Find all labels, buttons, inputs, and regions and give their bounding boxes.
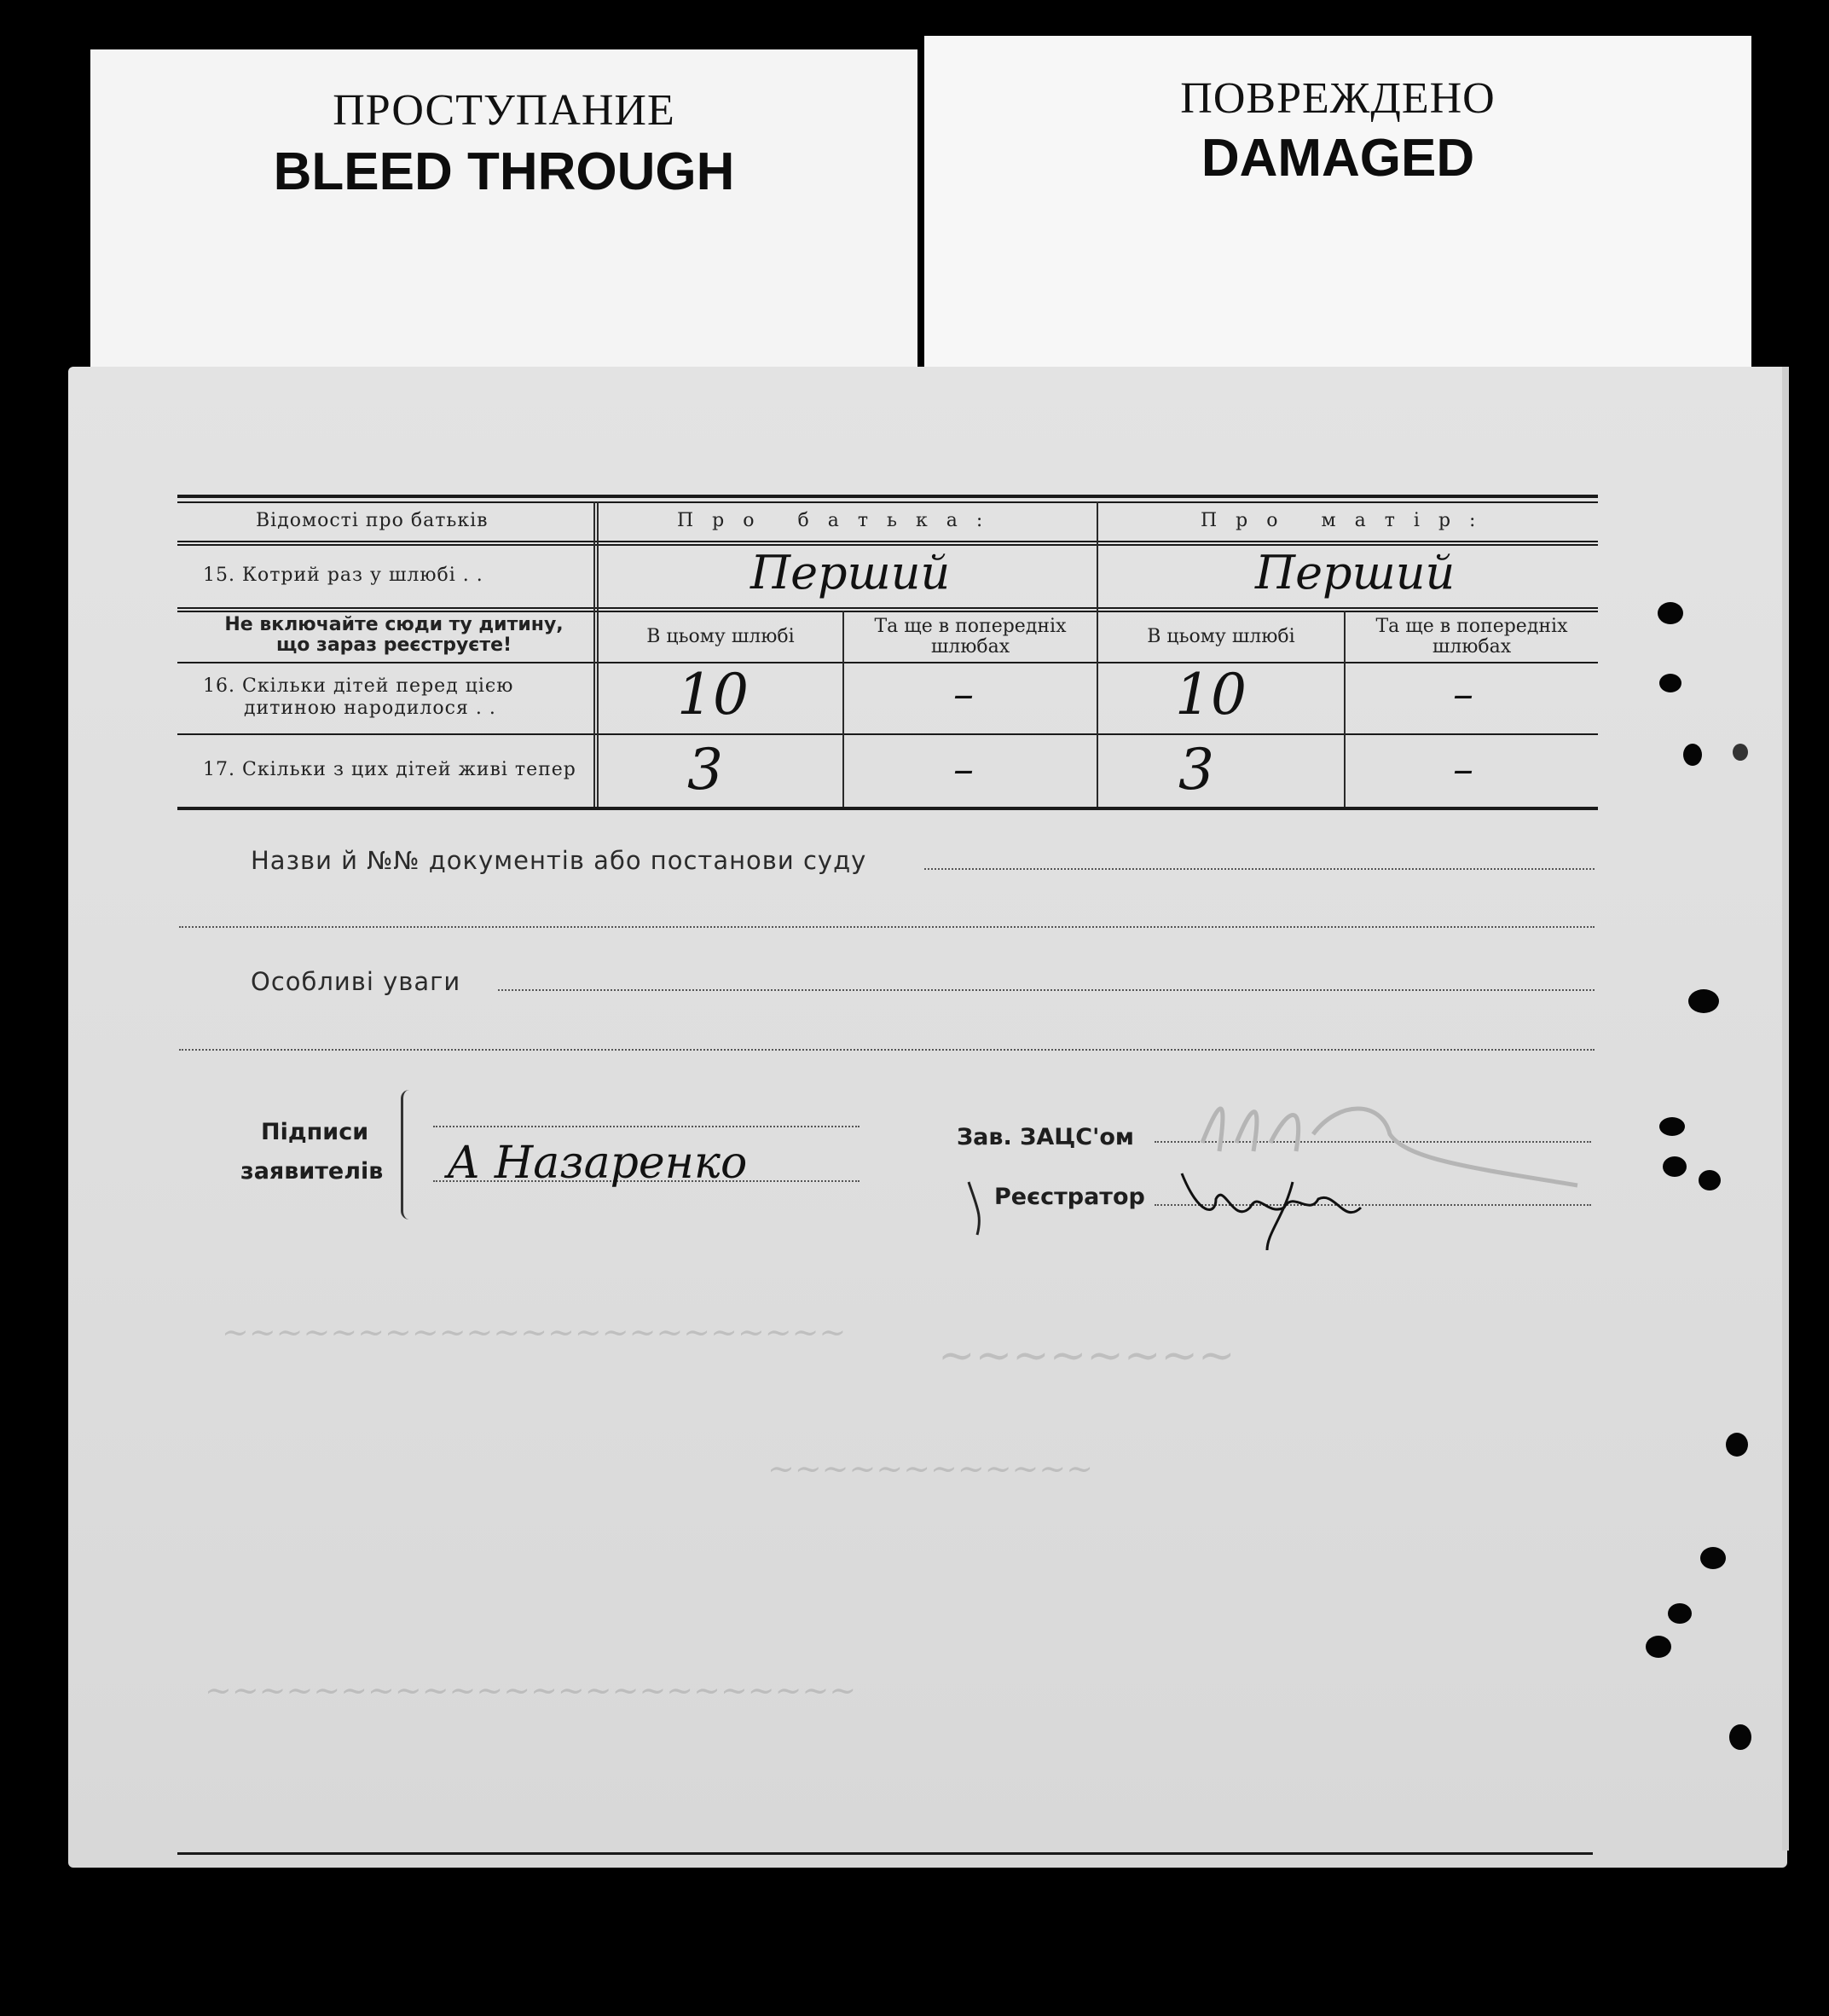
row16-father-prev-value: –: [953, 670, 974, 718]
damage-hole: [1683, 744, 1702, 766]
sheet-edge: [1782, 367, 1789, 1851]
table-col-rule: [593, 501, 595, 807]
table-rule: [177, 611, 1598, 612]
table-col-rule: [1097, 501, 1098, 807]
table-rule: [177, 607, 1598, 609]
table-col-rule: [597, 501, 599, 807]
row17-mother-prev-value: –: [1453, 745, 1473, 793]
signatures-brace: [401, 1090, 420, 1219]
table-rule: [177, 541, 1598, 542]
bleed-through-mark: ~~~~~~~~~~~~~~~~~~~~~~~: [222, 1313, 847, 1351]
row16-mother-this-value: 10: [1175, 662, 1247, 727]
damage-hole: [1646, 1636, 1671, 1658]
head-registry-label: Зав. ЗАЦС'ом: [957, 1124, 1134, 1150]
row17-father-prev-value: –: [953, 745, 974, 793]
row15-mother-value: Перший: [1255, 546, 1456, 600]
mother-prev-marriages-header-line2: шлюбах: [1432, 636, 1512, 658]
registrar-signature: [960, 1156, 1386, 1250]
header-parents-info: Відомості про батьків: [256, 510, 489, 531]
table-rule: [177, 501, 1598, 503]
applicant-signature: А Назаренко: [447, 1138, 748, 1189]
table-rule: [177, 495, 1598, 498]
row17-label: 17. Скільки з цих дітей живі тепер: [203, 759, 576, 780]
header-mother: Про матір:: [1201, 510, 1495, 531]
bleed-through-ru-label: ПРОСТУПАНИЕ: [333, 86, 675, 135]
documents-label: Назви й №№ документів або постанови суду: [251, 846, 867, 875]
damage-hole: [1726, 1433, 1748, 1457]
damaged-card: [924, 36, 1751, 377]
signatures-label-line1: Підписи: [261, 1119, 369, 1145]
documents-dotted-line-2: [179, 926, 1595, 928]
damage-hole: [1663, 1156, 1687, 1177]
table-rule: [177, 662, 1598, 663]
registrar-label: Реєстратор: [994, 1184, 1145, 1210]
remarks-dotted-line-2: [179, 1049, 1595, 1051]
bleed-through-en-label: BLEED THROUGH: [273, 142, 735, 201]
damaged-ru-label: ПОВРЕЖДЕНО: [1180, 74, 1496, 123]
row17-father-this-value: 3: [687, 737, 723, 802]
damaged-en-label: DAMAGED: [1201, 129, 1475, 188]
mother-this-marriage-header: В цьому шлюбі: [1147, 626, 1295, 647]
bottom-rule: [177, 1852, 1593, 1855]
signature-stroke: [969, 1182, 979, 1235]
damage-hole: [1733, 744, 1748, 761]
damage-hole: [1658, 602, 1683, 624]
row15-label: 15. Котрий раз у шлюбі . .: [203, 565, 483, 586]
row16-label-line2: дитиною народилося . .: [244, 698, 496, 719]
damage-hole: [1688, 989, 1719, 1013]
row16-mother-prev-value: –: [1453, 670, 1473, 718]
signatures-label-line2: заявителів: [240, 1158, 384, 1185]
documents-dotted-line: [924, 868, 1595, 870]
father-prev-marriages-header-line2: шлюбах: [930, 636, 1010, 658]
damage-hole: [1668, 1603, 1692, 1624]
signature-stroke: [1182, 1173, 1361, 1250]
bleed-through-card: [90, 49, 917, 377]
header-father: Про батька:: [677, 510, 1002, 531]
table-rule: [177, 733, 1598, 735]
exclude-note-line2: що зараз реєструєте!: [275, 634, 512, 656]
applicant-dotted-line: [433, 1126, 860, 1127]
damage-hole: [1699, 1170, 1721, 1190]
father-prev-marriages-header-line1: Та ще в попередніх: [874, 616, 1067, 637]
remarks-dotted-line: [498, 989, 1595, 991]
remarks-label: Особливі уваги: [251, 967, 461, 996]
bleed-through-mark: ~~~~~~~~~~~~~~~~~~~~~~~~: [205, 1671, 857, 1709]
mother-prev-marriages-header-line1: Та ще в попередніх: [1375, 616, 1568, 637]
parents-info-table: [177, 495, 1598, 810]
bleed-through-mark: ~~~~~~~~: [938, 1330, 1236, 1382]
damage-hole: [1659, 674, 1681, 692]
exclude-note-line1: Не включайте сюди ту дитину,: [224, 614, 564, 635]
bleed-through-mark: ~~~~~~~~~~~~: [767, 1450, 1094, 1487]
damage-hole: [1729, 1724, 1751, 1750]
row17-mother-this-value: 3: [1178, 737, 1214, 802]
row15-father-value: Перший: [750, 546, 951, 600]
father-this-marriage-header: В цьому шлюбі: [646, 626, 795, 647]
row16-label-line1: 16. Скільки дітей перед цією: [203, 675, 514, 697]
damage-hole: [1700, 1547, 1726, 1569]
row16-father-this-value: 10: [677, 662, 749, 727]
table-rule: [177, 807, 1598, 810]
damage-hole: [1659, 1117, 1685, 1136]
